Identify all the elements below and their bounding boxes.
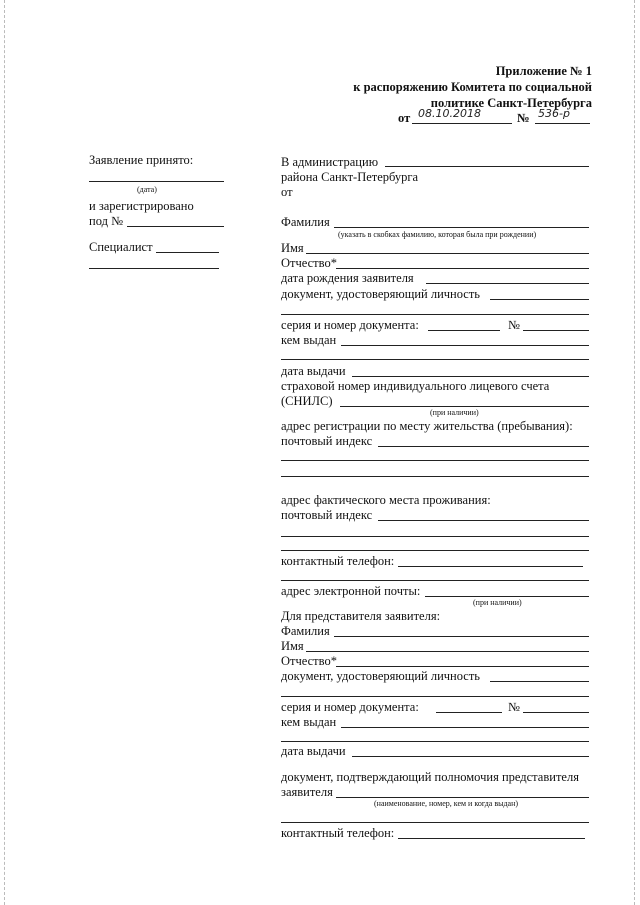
- id-document-line-2[interactable]: [281, 314, 589, 315]
- reg-postal-code-label: почтовый индекс: [281, 434, 373, 448]
- rep-series-number-label: серия и номер документа:: [281, 700, 419, 714]
- specialist-label: Специалист: [89, 240, 153, 254]
- actual-address-line-2[interactable]: [281, 550, 589, 551]
- rep-issued-by-line-2[interactable]: [281, 741, 589, 742]
- specialist-line-2[interactable]: [89, 268, 219, 269]
- rep-surname-line[interactable]: [334, 636, 589, 637]
- rep-surname-label: Фамилия: [281, 624, 330, 638]
- rep-patronymic-label: Отчество*: [281, 654, 337, 668]
- surname-line[interactable]: [334, 227, 589, 228]
- accepted-date-line[interactable]: [89, 181, 224, 182]
- rep-name-label: Имя: [281, 639, 304, 653]
- reg-address-label: адрес регистрации по месту жительства (пребывания):: [281, 419, 573, 433]
- snils-label: страховой номер индивидуального лицевого счета: [281, 379, 550, 393]
- issue-date-label: дата выдачи: [281, 364, 346, 378]
- order-date-line: [412, 123, 512, 124]
- admin-label: В администрацию: [281, 155, 379, 169]
- order-number-value: 536-р: [538, 107, 570, 120]
- specialist-line-1[interactable]: [156, 252, 219, 253]
- rep-id-document-line-2[interactable]: [281, 696, 589, 697]
- rep-issued-by-label: кем выдан: [281, 715, 337, 729]
- phone-line[interactable]: [398, 566, 583, 567]
- authority-doc-line-2[interactable]: [281, 822, 589, 823]
- under-number-label: под №: [89, 214, 123, 228]
- actual-address-line-1[interactable]: [281, 536, 589, 537]
- id-document-label: документ, удостоверяющий личность: [281, 287, 481, 301]
- authority-doc-hint: (наименование, номер, кем и когда выдан): [374, 799, 519, 808]
- email-hint: (при наличии): [473, 598, 522, 607]
- birth-date-line[interactable]: [426, 283, 589, 284]
- rep-id-document-line[interactable]: [490, 681, 589, 682]
- rep-issued-by-line[interactable]: [341, 727, 589, 728]
- rep-name-line[interactable]: [306, 651, 589, 652]
- issued-by-label: кем выдан: [281, 333, 337, 347]
- order-number-line: [535, 123, 590, 124]
- doc-number-line[interactable]: [523, 330, 589, 331]
- series-number-label: серия и номер документа:: [281, 318, 419, 332]
- phone-line-2[interactable]: [281, 580, 589, 581]
- date-hint: (дата): [137, 185, 157, 194]
- registered-label: и зарегистрировано: [89, 199, 194, 213]
- appendix-subtitle-2: политике Санкт-Петербурга: [430, 96, 592, 110]
- issued-by-line-2[interactable]: [281, 359, 589, 360]
- from-label: от: [281, 185, 293, 199]
- issued-by-line[interactable]: [341, 345, 589, 346]
- issue-date-line[interactable]: [352, 376, 589, 377]
- rep-id-document-label: документ, удостоверяющий личность: [281, 669, 481, 683]
- appendix-title: Приложение № 1: [495, 64, 592, 78]
- scan-edge-right: [634, 0, 636, 905]
- order-date-label: от: [398, 111, 411, 125]
- surname-label: Фамилия: [281, 215, 330, 229]
- email-line[interactable]: [425, 596, 589, 597]
- rep-phone-line[interactable]: [398, 838, 585, 839]
- representative-header: Для представителя заявителя:: [281, 609, 441, 623]
- reg-address-line-2[interactable]: [281, 476, 589, 477]
- snils-abbr: (СНИЛС): [281, 394, 333, 408]
- birth-date-label: дата рождения заявителя: [281, 271, 414, 285]
- name-line[interactable]: [306, 253, 589, 254]
- appendix-subtitle-1: к распоряжению Комитета по социальной: [353, 80, 592, 94]
- scan-edge-left: [4, 0, 6, 905]
- phone-label: контактный телефон:: [281, 554, 395, 568]
- snils-hint: (при наличии): [430, 408, 479, 417]
- rep-patronymic-line[interactable]: [336, 666, 589, 667]
- rep-doc-number-line[interactable]: [523, 712, 589, 713]
- district-label: района Санкт-Петербурга: [281, 170, 419, 184]
- id-document-line[interactable]: [490, 299, 589, 300]
- authority-doc-label: документ, подтверждающий полномочия представителя: [281, 770, 579, 784]
- registration-number-line[interactable]: [127, 226, 224, 227]
- actual-address-label: адрес фактического места проживания:: [281, 493, 491, 507]
- snils-line[interactable]: [340, 406, 589, 407]
- order-number-label: №: [517, 111, 530, 125]
- admin-line[interactable]: [385, 166, 589, 167]
- patronymic-label: Отчество*: [281, 256, 337, 270]
- authority-doc-line[interactable]: [336, 797, 589, 798]
- rep-phone-label: контактный телефон:: [281, 826, 395, 840]
- patronymic-line[interactable]: [336, 268, 589, 269]
- rep-issue-date-line[interactable]: [352, 756, 589, 757]
- authority-doc-label-2: заявителя: [281, 785, 333, 799]
- order-date-value: 08.10.2018: [418, 107, 481, 120]
- actual-postal-code-label: почтовый индекс: [281, 508, 373, 522]
- reg-postal-code-line[interactable]: [378, 446, 589, 447]
- doc-number-sign: №: [508, 318, 520, 332]
- name-label: Имя: [281, 241, 304, 255]
- actual-postal-code-line[interactable]: [378, 520, 589, 521]
- reg-address-line-1[interactable]: [281, 460, 589, 461]
- surname-hint: (указать в скобках фамилию, которая была при рождении): [338, 230, 537, 239]
- rep-series-line[interactable]: [436, 712, 502, 713]
- rep-doc-number-sign: №: [508, 700, 520, 714]
- series-line[interactable]: [428, 330, 500, 331]
- rep-issue-date-label: дата выдачи: [281, 744, 346, 758]
- accepted-label: Заявление принято:: [89, 153, 194, 167]
- email-label: адрес электронной почты:: [281, 584, 421, 598]
